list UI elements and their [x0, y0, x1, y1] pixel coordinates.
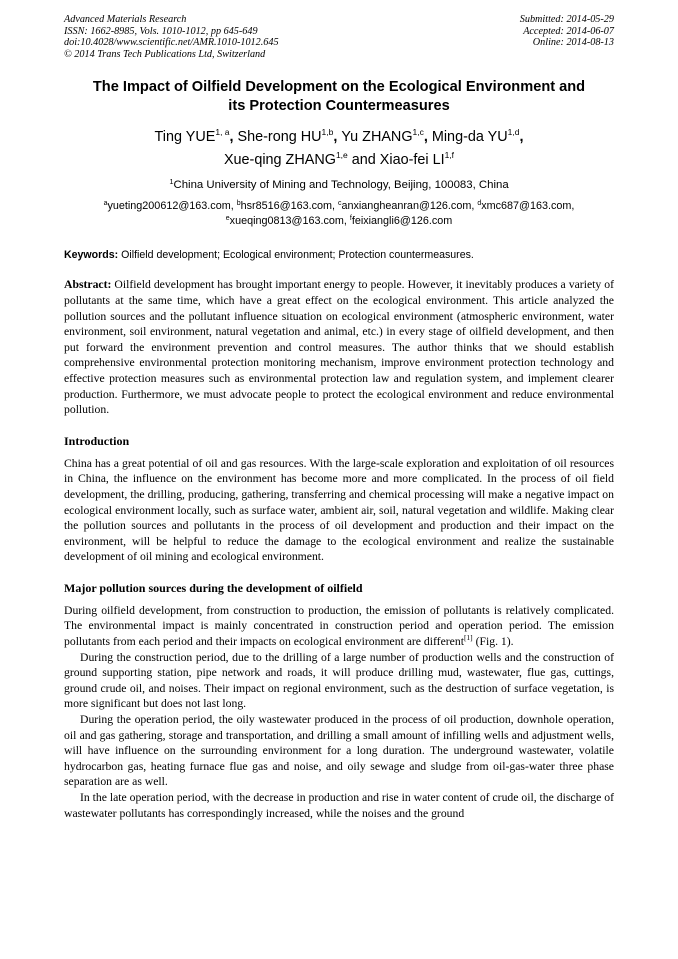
affiliation-text: China University of Mining and Technology, Beijing, 100083, China [173, 179, 509, 192]
author-emails [64, 199, 614, 229]
email-address[interactable]: anxiangheanran@126.com [341, 200, 472, 213]
email-superscript: a [103, 200, 108, 208]
paragraph-text: During oilfield development, from construction to production, the emission of pollutants is relatively complicated. The environmental impact is mainly concentrated in construction period and operation period. The emission pollutants from each period and their impacts on ecological environment are different [64, 603, 614, 649]
keywords [64, 248, 614, 262]
author-name: Yu ZHANG [341, 129, 413, 146]
abstract-text: Oilfield development has brought important energy to people. However, it inevitably produces a variety of pollutants at the same time, which have a great effect on the ecological environment. This article analyzed the pollution sources and the pollutant influence situation on ecological environment (atmospheric environment, water environment, soil environment, natural vegetation and animal, etc.) in every stage of oilfield development, and then put forward the environment prevention and control measures. The author thinks that we should establish comprehensive environmental protection monitoring mechanism, improve environment protection technology and effective protection measures such as environmental protection law and regulation system, and implement clearer production. Furthermore, we must advocate people to protect the ecological environment and reduce environmental pollution. [64, 278, 614, 417]
figure-ref: (Fig. 1). [472, 635, 514, 649]
title-line: The Impact of Oilfield Development on the Ecological Environment and [92, 79, 586, 96]
section-heading-major-pollution: Major pollution sources during the development of oilfield [64, 580, 363, 595]
author-name: Xue-qing ZHANG [223, 152, 336, 169]
author-name: Xiao-fei LI [379, 152, 445, 169]
author-superscript: 1,d [507, 127, 520, 138]
journal-header [64, 14, 614, 60]
author-superscript: 1, a [215, 127, 230, 138]
email-address[interactable]: yueting200612@163.com [107, 200, 231, 213]
email-line: $^a$yueting200612@163.com, $^b$hsr8516@163.com, $^c$anxiangheanran@126.com, $^d$xmc687@163.com, [103, 200, 575, 213]
abstract [64, 277, 614, 417]
abstract-label: Abstract: [64, 278, 112, 292]
journal-name: Advanced Materials Research [64, 14, 187, 25]
online-date: Online: 2014-08-13 [532, 37, 614, 49]
paper-title [64, 78, 614, 116]
author-name: Ting YUE [154, 129, 216, 146]
author-superscript: 1,e [335, 150, 348, 161]
email-address[interactable]: xmc687@163.com [481, 200, 572, 213]
author-line [64, 149, 614, 172]
late-operation-paragraph: In the late operation period, with the decrease in production and rise in water content of crude oil, the discharge of wastewater pollutants has correspondingly increased, while the noises and the ground [64, 791, 614, 820]
email-superscript: c [338, 200, 342, 208]
author-superscript: 1,c [412, 127, 424, 138]
issn-line: ISSN: 1662-8985, Vols. 1010-1012, pp 645-649 [64, 25, 258, 37]
email-address[interactable]: feixiangli6@126.com [351, 215, 453, 228]
email-superscript: f [349, 215, 352, 223]
section-heading-introduction: Introduction [64, 433, 130, 448]
citation-ref[interactable]: [1] [463, 633, 473, 643]
affiliation [64, 178, 614, 193]
email-superscript: e [225, 215, 230, 223]
email-address[interactable]: xueqing0813@163.com [229, 215, 344, 228]
author-list [64, 126, 614, 172]
author-name: She-rong HU [237, 129, 322, 146]
major-paragraph [64, 603, 614, 650]
email-superscript: d [477, 200, 482, 208]
email-superscript: b [236, 200, 241, 208]
submitted-date: Submitted: 2014-05-29 [519, 14, 614, 25]
email-address[interactable]: hsr8516@163.com [240, 200, 332, 213]
operation-period-paragraph: During the operation period, the oily wastewater produced in the process of oil production, downhole operation, oil and gas gathering, storage and transportation, and drilling a small amount of infilling wells and adjustment wells, will have influence on the surrounding environment for a long duration. The underground wastewater, volatile hydrocarbon gas, heating furnace flue gas and noise, and oily sewage and sludge from oil-gas-water three phase separation are as well. [64, 713, 614, 789]
copyright-line: © 2014 Trans Tech Publications Ltd, Switzerland [64, 48, 266, 60]
author-superscript: 1,f [444, 150, 455, 161]
construction-period-paragraph: During the construction period, due to the drilling of a large number of production wells and the construction of ground supporting station, pipe network and roads, it will produce drilling mud, wastewater, flue gas, cuttings, ground crude oil, and noises. Their impact on regional environment, such as the destruction of surface vegetation, is more significant but does not last long. [64, 650, 614, 711]
doi-line: doi:10.4028/www.scientific.net/AMR.1010-1012.645 [64, 37, 279, 49]
title-line: its Protection Countermeasures [228, 98, 450, 115]
author-and: and [351, 152, 376, 169]
author-line: Ting YUE$^{1, a}$, She-rong HU$^{1,b}$, Yu ZHANG$^{1,c}$, Ming-da YU$^{1,d}$, [154, 127, 524, 146]
keywords-text: Oilfield development; Ecological environment; Protection countermeasures. [118, 249, 474, 262]
author-superscript: 1,b [321, 127, 334, 138]
accepted-date: Accepted: 2014-06-07 [523, 25, 614, 37]
paper-page [64, 14, 614, 821]
email-line: $^e$xueqing0813@163.com, $^f$feixiangli6@126.com [225, 215, 453, 228]
affiliation-superscript: 1 [169, 177, 174, 187]
journal-info [64, 14, 279, 60]
keywords-label: Keywords: [64, 249, 119, 262]
author-name: Ming-da YU [431, 129, 508, 146]
introduction-paragraph: China has a great potential of oil and gas resources. With the large-scale exploration and exploitation of oil resources in China, the influence on the environment has become more and more complicated. In the process of oil field development, the drilling, producing, gathering, transferring and chemical processing will make a negative impact on ecological environment locally, such as surface water, ambient air, soil, natural vegetation and wildlife. Making clear the pollution sources and pollutants in the process of oil development and production and their impact on the environment, will be helpful to reduce the damage to the ecological environment and realize the sustainable development of oil mining and ecological environment. [64, 456, 614, 564]
submission-dates [520, 14, 614, 60]
